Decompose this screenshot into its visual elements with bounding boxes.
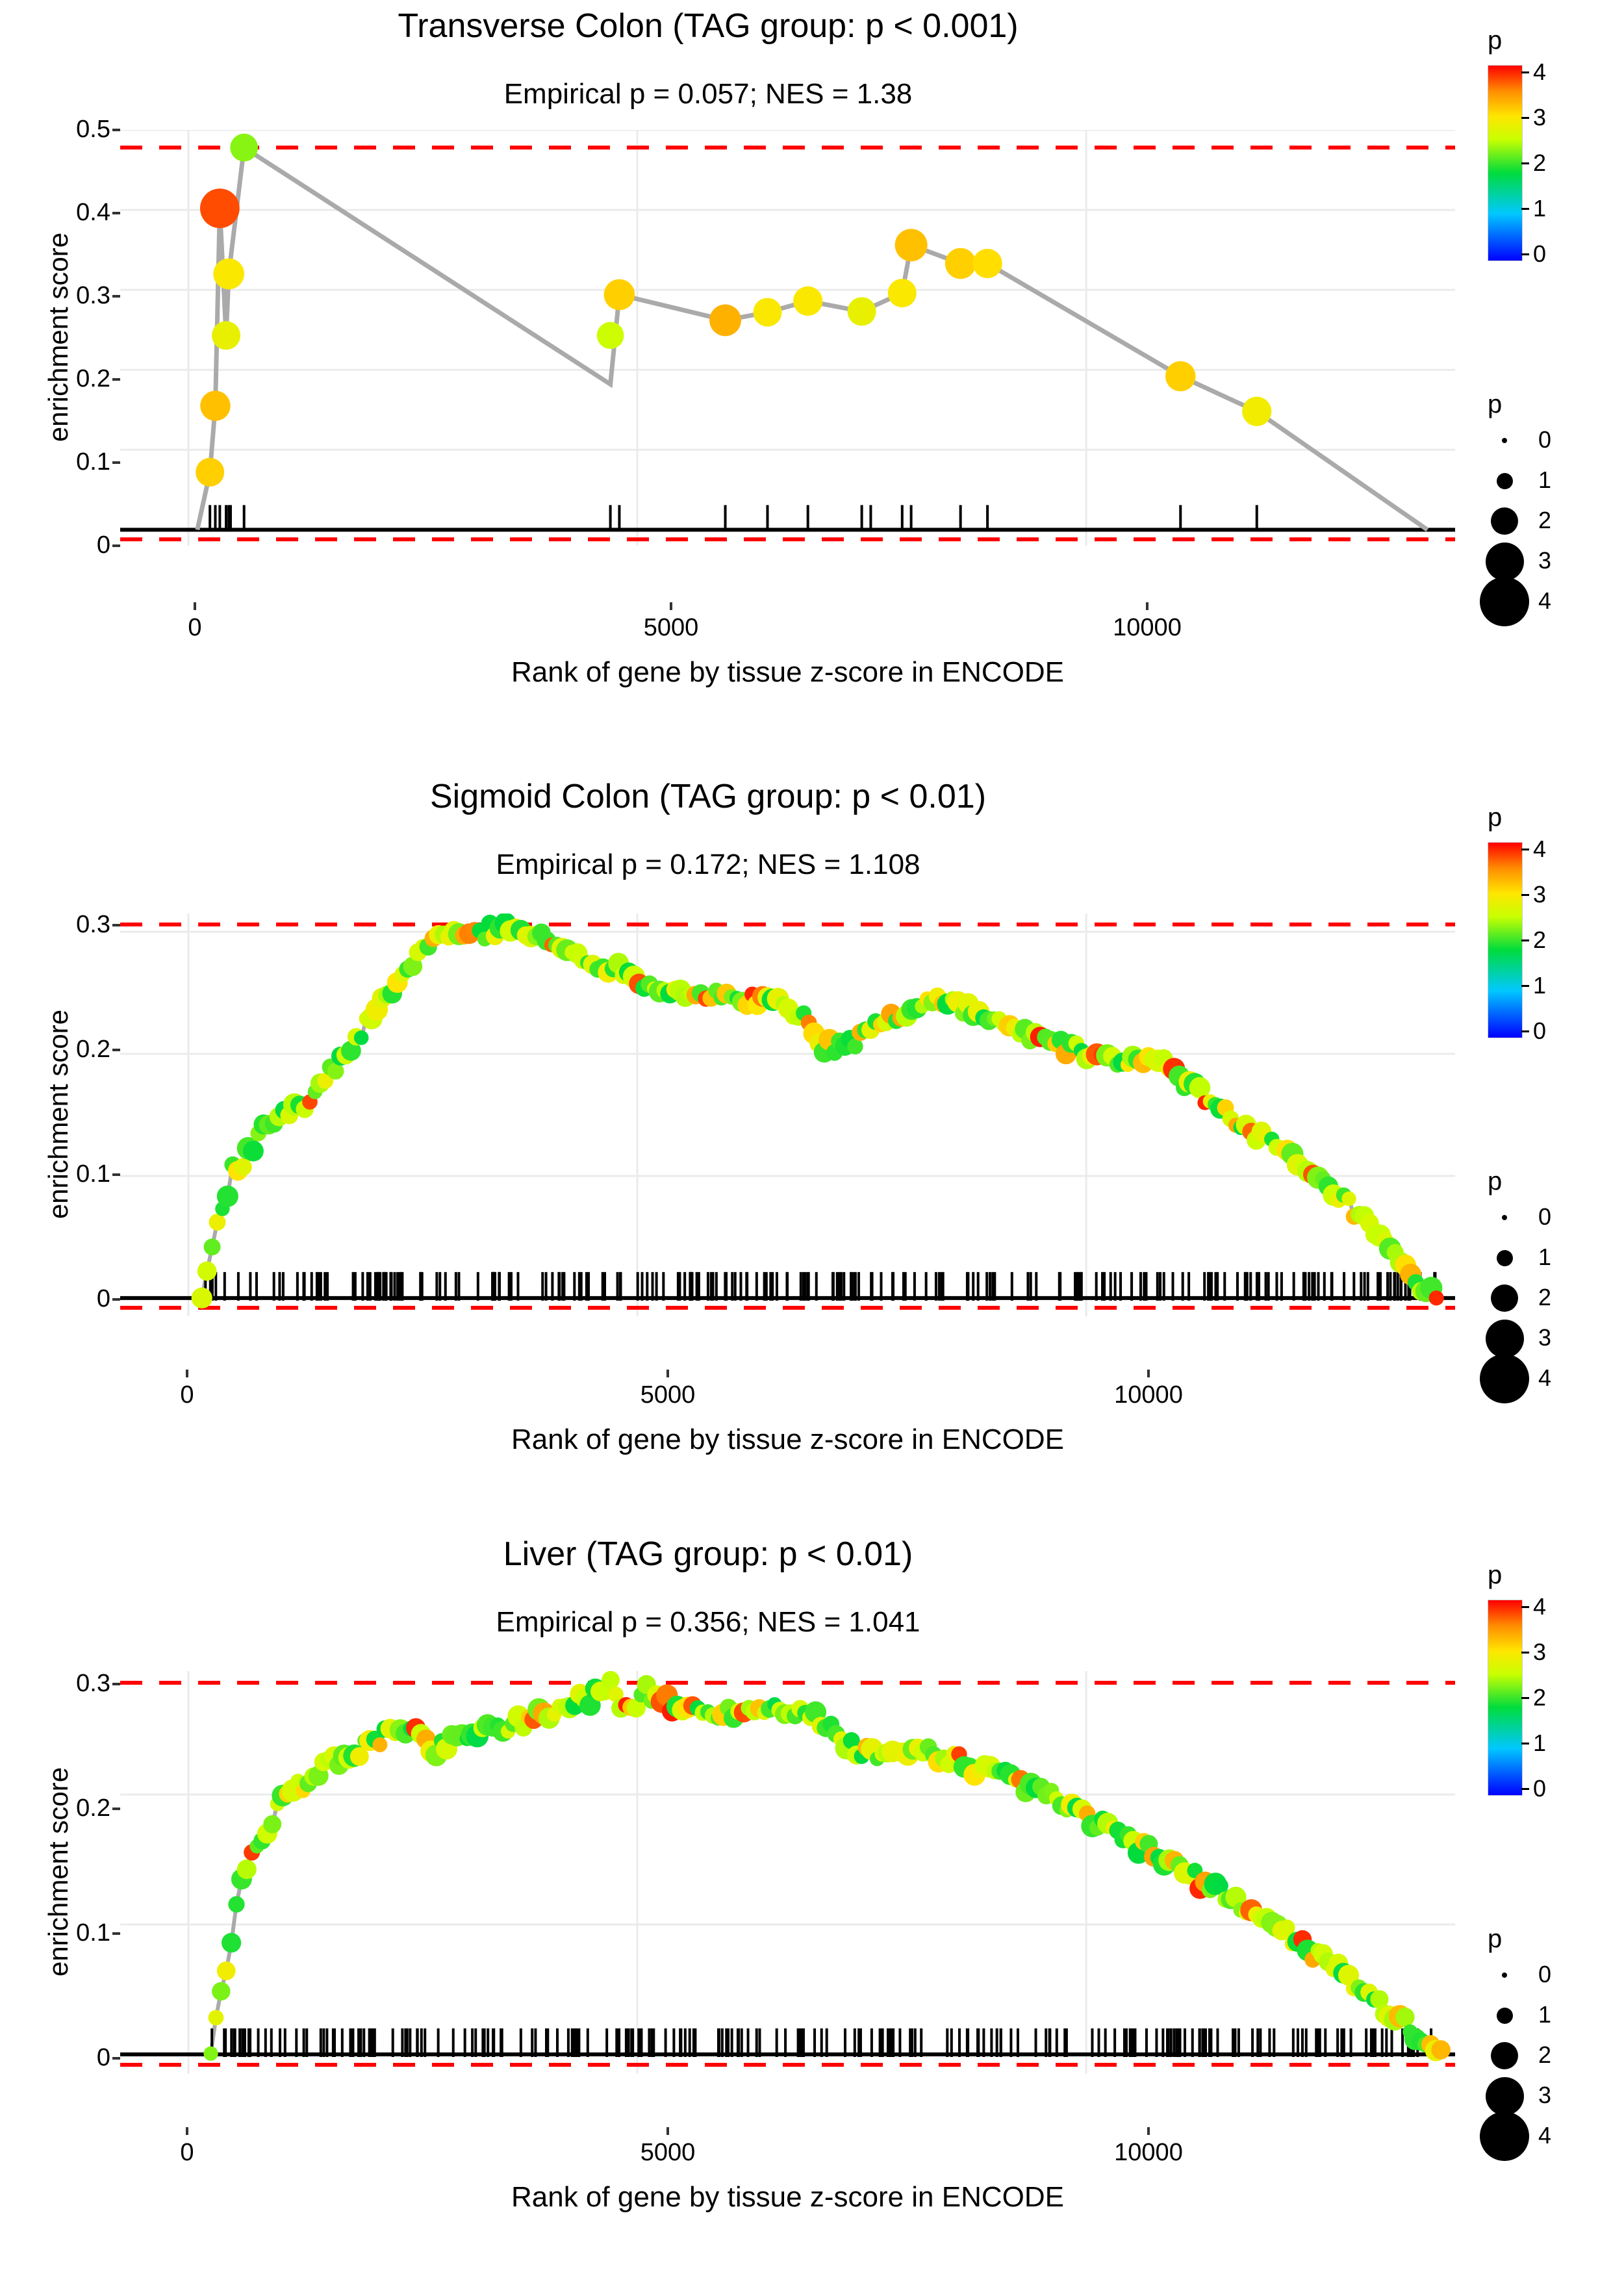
chart-panel — [0, 1515, 1624, 2273]
y-tick-mark — [112, 2057, 120, 2060]
data-point — [604, 279, 635, 311]
data-point — [1165, 361, 1195, 391]
legend-size-dot — [1497, 1250, 1513, 1266]
data-point — [1341, 1192, 1356, 1206]
y-tick-mark — [112, 1932, 120, 1935]
y-tick-label: 0 — [96, 2044, 110, 2071]
x-tick-mark — [666, 1370, 669, 1377]
legend-size-title: p — [1488, 1924, 1503, 1953]
data-point — [234, 1158, 251, 1175]
legend-size-title: p — [1488, 390, 1503, 418]
legend-size-label: 2 — [1538, 507, 1552, 533]
legend-size-dot — [1502, 1973, 1507, 1978]
legend-size-label: 2 — [1538, 2041, 1552, 2068]
legend-size-label: 0 — [1538, 426, 1552, 453]
x-tick-label: 10000 — [1114, 1381, 1183, 1409]
legend-color-tick-mark — [1521, 162, 1529, 164]
x-tick-label: 10000 — [1113, 614, 1182, 641]
data-point — [1429, 1290, 1444, 1305]
legend-color-title: p — [1488, 1561, 1503, 1589]
legend-color-tick: 3 — [1533, 1639, 1547, 1665]
y-tick-mark — [112, 212, 120, 214]
x-tick-label: 0 — [180, 2139, 194, 2166]
legend-size-dot — [1491, 507, 1518, 535]
legend-color-tick-mark — [1521, 117, 1529, 119]
data-point — [200, 188, 240, 228]
data-point — [263, 1815, 281, 1833]
y-tick-mark — [112, 1173, 120, 1176]
legend-color-tick-mark — [1521, 1606, 1529, 1608]
x-axis-label: Rank of gene by tissue z-score in ENCODE — [511, 656, 1065, 688]
data-point — [217, 1186, 238, 1207]
data-point — [602, 1671, 620, 1689]
legend-size-title: p — [1488, 1167, 1503, 1195]
legend-color-tick: 0 — [1533, 1775, 1547, 1802]
legend-color-tick-mark — [1521, 1788, 1529, 1790]
data-point — [212, 1982, 230, 2000]
legend-size-dot — [1502, 438, 1507, 443]
legend-size-dot — [1491, 2042, 1518, 2069]
legend-size-label: 4 — [1538, 2122, 1552, 2149]
data-point — [243, 1141, 264, 1162]
data-point — [209, 1214, 226, 1231]
data-point — [200, 390, 230, 420]
chart-subtitle: Empirical p = 0.356; NES = 1.041 — [496, 1606, 920, 1638]
legend-color-tick-mark — [1521, 849, 1529, 850]
y-tick-mark — [112, 129, 120, 131]
y-axis-label: enrichment score — [43, 232, 73, 442]
y-tick-mark — [112, 924, 120, 926]
legend-size-label: 2 — [1538, 1284, 1552, 1310]
legend-size-dot — [1497, 2008, 1513, 2024]
data-point — [793, 287, 822, 316]
legend-size-dot — [1486, 1320, 1524, 1358]
x-tick-mark — [1147, 2127, 1150, 2135]
data-point — [237, 1859, 257, 1879]
y-axis-label: enrichment score — [43, 1009, 73, 1220]
data-point — [228, 1896, 244, 1912]
data-point — [709, 305, 741, 337]
data-point — [203, 2047, 218, 2061]
chart-subtitle: Empirical p = 0.172; NES = 1.108 — [496, 849, 920, 880]
x-tick-mark — [1147, 1370, 1150, 1377]
legend-size-label: 1 — [1538, 1244, 1552, 1270]
x-tick-mark — [666, 2127, 669, 2135]
data-point — [196, 458, 224, 487]
legend-color-tick: 2 — [1533, 149, 1547, 176]
data-point — [753, 298, 781, 327]
data-point — [222, 1933, 241, 1952]
data-point — [204, 1238, 221, 1255]
data-point — [230, 134, 258, 162]
y-tick-label: 0.3 — [76, 911, 110, 938]
legend-size-label: 3 — [1538, 1324, 1552, 1351]
plot-area — [120, 913, 1455, 1394]
color-scale-bar — [1488, 842, 1523, 1038]
legend-color-tick: 4 — [1533, 58, 1547, 85]
legend-size-label: 1 — [1538, 466, 1552, 493]
data-point — [597, 322, 624, 350]
data-point — [212, 321, 240, 350]
legend-color-tick-mark — [1521, 208, 1529, 210]
legend-color-tick: 4 — [1533, 836, 1547, 862]
legend-size-dot — [1486, 2077, 1524, 2115]
y-tick-mark — [112, 1298, 120, 1301]
x-tick-mark — [670, 602, 672, 610]
chart-panel — [0, 758, 1624, 1515]
y-tick-label: 0.2 — [76, 1036, 110, 1063]
x-tick-label: 0 — [180, 1381, 194, 1409]
color-scale-bar — [1488, 65, 1523, 261]
legend-size-dot — [1480, 1354, 1529, 1403]
color-scale-bar — [1488, 1600, 1523, 1796]
legend-color-tick: 2 — [1533, 926, 1547, 953]
legend-color-tick: 1 — [1533, 195, 1547, 222]
y-tick-label: 0 — [96, 531, 110, 559]
y-axis-label: enrichment score — [43, 1767, 73, 1977]
y-tick-mark — [112, 1049, 120, 1051]
chart-title: Liver (TAG group: p < 0.01) — [503, 1535, 913, 1573]
legend-size-label: 4 — [1538, 1364, 1552, 1391]
data-point — [895, 229, 928, 261]
legend-color-tick-mark — [1521, 71, 1529, 73]
y-tick-label: 0.3 — [76, 1670, 110, 1697]
legend-size-dot — [1480, 2112, 1529, 2161]
plot-area — [120, 1671, 1455, 2152]
y-tick-label: 0 — [96, 1285, 110, 1312]
x-tick-label: 5000 — [640, 2139, 696, 2166]
legend-color-tick: 4 — [1533, 1593, 1547, 1620]
y-tick-label: 0.2 — [76, 365, 110, 392]
legend-color-tick-mark — [1521, 1652, 1529, 1654]
chart-panel — [0, 0, 1624, 758]
chart-title: Sigmoid Colon (TAG group: p < 0.01) — [429, 778, 987, 815]
legend-color-tick-mark — [1521, 1030, 1529, 1032]
x-tick-label: 10000 — [1114, 2139, 1183, 2166]
y-tick-label: 0.5 — [76, 116, 110, 143]
chart-subtitle: Empirical p = 0.057; NES = 1.38 — [503, 78, 913, 110]
data-point — [372, 1737, 387, 1752]
legend-color-tick-mark — [1521, 1743, 1529, 1744]
data-point — [888, 279, 917, 307]
legend-size-label: 4 — [1538, 587, 1552, 614]
y-tick-label: 0.4 — [76, 199, 110, 226]
x-tick-mark — [194, 602, 196, 610]
x-tick-mark — [186, 1370, 188, 1377]
legend-size-label: 3 — [1538, 2082, 1552, 2108]
x-axis-label: Rank of gene by tissue z-score in ENCODE — [511, 1424, 1065, 1455]
y-tick-label: 0.2 — [76, 1795, 110, 1822]
data-point — [847, 1038, 863, 1054]
legend-color-title: p — [1488, 26, 1503, 55]
data-point — [1395, 2008, 1414, 2026]
legend-color-title: p — [1488, 803, 1503, 832]
legend-size-dot — [1497, 473, 1513, 489]
x-axis-label: Rank of gene by tissue z-score in ENCODE — [511, 2181, 1065, 2213]
y-tick-mark — [112, 378, 120, 381]
y-tick-label: 0.1 — [76, 1919, 110, 1947]
legend-color-tick: 3 — [1533, 881, 1547, 908]
x-tick-label: 5000 — [640, 1381, 696, 1409]
legend-color-tick-mark — [1521, 894, 1529, 896]
data-point — [197, 1262, 217, 1281]
data-point — [217, 1961, 236, 1980]
legend-color-tick: 2 — [1533, 1684, 1547, 1711]
legend-color-tick: 0 — [1533, 1017, 1547, 1044]
legend-size-dot — [1502, 1215, 1507, 1220]
legend-size-label: 0 — [1538, 1961, 1552, 1987]
legend-color-tick: 3 — [1533, 104, 1547, 131]
y-tick-label: 0.1 — [76, 448, 110, 476]
legend-size-label: 1 — [1538, 2001, 1552, 2028]
data-point — [213, 259, 244, 290]
legend-size-label: 0 — [1538, 1203, 1552, 1230]
data-point — [1242, 397, 1271, 426]
data-point — [848, 297, 876, 326]
data-point — [1431, 2040, 1451, 2060]
chart-title: Transverse Colon (TAG group: p < 0.001) — [398, 7, 1019, 45]
legend-color-tick-mark — [1521, 253, 1529, 255]
legend-color-tick-mark — [1521, 939, 1529, 941]
plot-area — [120, 130, 1455, 624]
x-tick-label: 0 — [188, 614, 202, 641]
data-point — [209, 2010, 224, 2026]
legend-size-label: 3 — [1538, 547, 1552, 574]
legend-size-dot — [1486, 543, 1524, 581]
legend-color-tick-mark — [1521, 985, 1529, 987]
legend-size-dot — [1491, 1284, 1518, 1312]
legend-color-tick: 1 — [1533, 1730, 1547, 1756]
data-point — [945, 248, 976, 279]
y-tick-mark — [112, 1683, 120, 1685]
data-point — [192, 1288, 212, 1309]
legend-color-tick-mark — [1521, 1697, 1529, 1699]
data-point — [354, 1030, 369, 1045]
x-tick-mark — [186, 2127, 188, 2135]
x-tick-label: 5000 — [643, 614, 699, 641]
y-tick-label: 0.3 — [76, 282, 110, 309]
legend-color-tick: 0 — [1533, 240, 1547, 267]
y-tick-mark — [112, 461, 120, 464]
legend-size-dot — [1480, 577, 1529, 626]
legend-color-tick: 1 — [1533, 972, 1547, 999]
y-tick-mark — [112, 544, 120, 547]
y-tick-mark — [112, 1808, 120, 1810]
y-tick-label: 0.1 — [76, 1160, 110, 1188]
data-point — [973, 249, 1002, 278]
x-tick-mark — [1146, 602, 1148, 610]
y-tick-mark — [112, 295, 120, 298]
